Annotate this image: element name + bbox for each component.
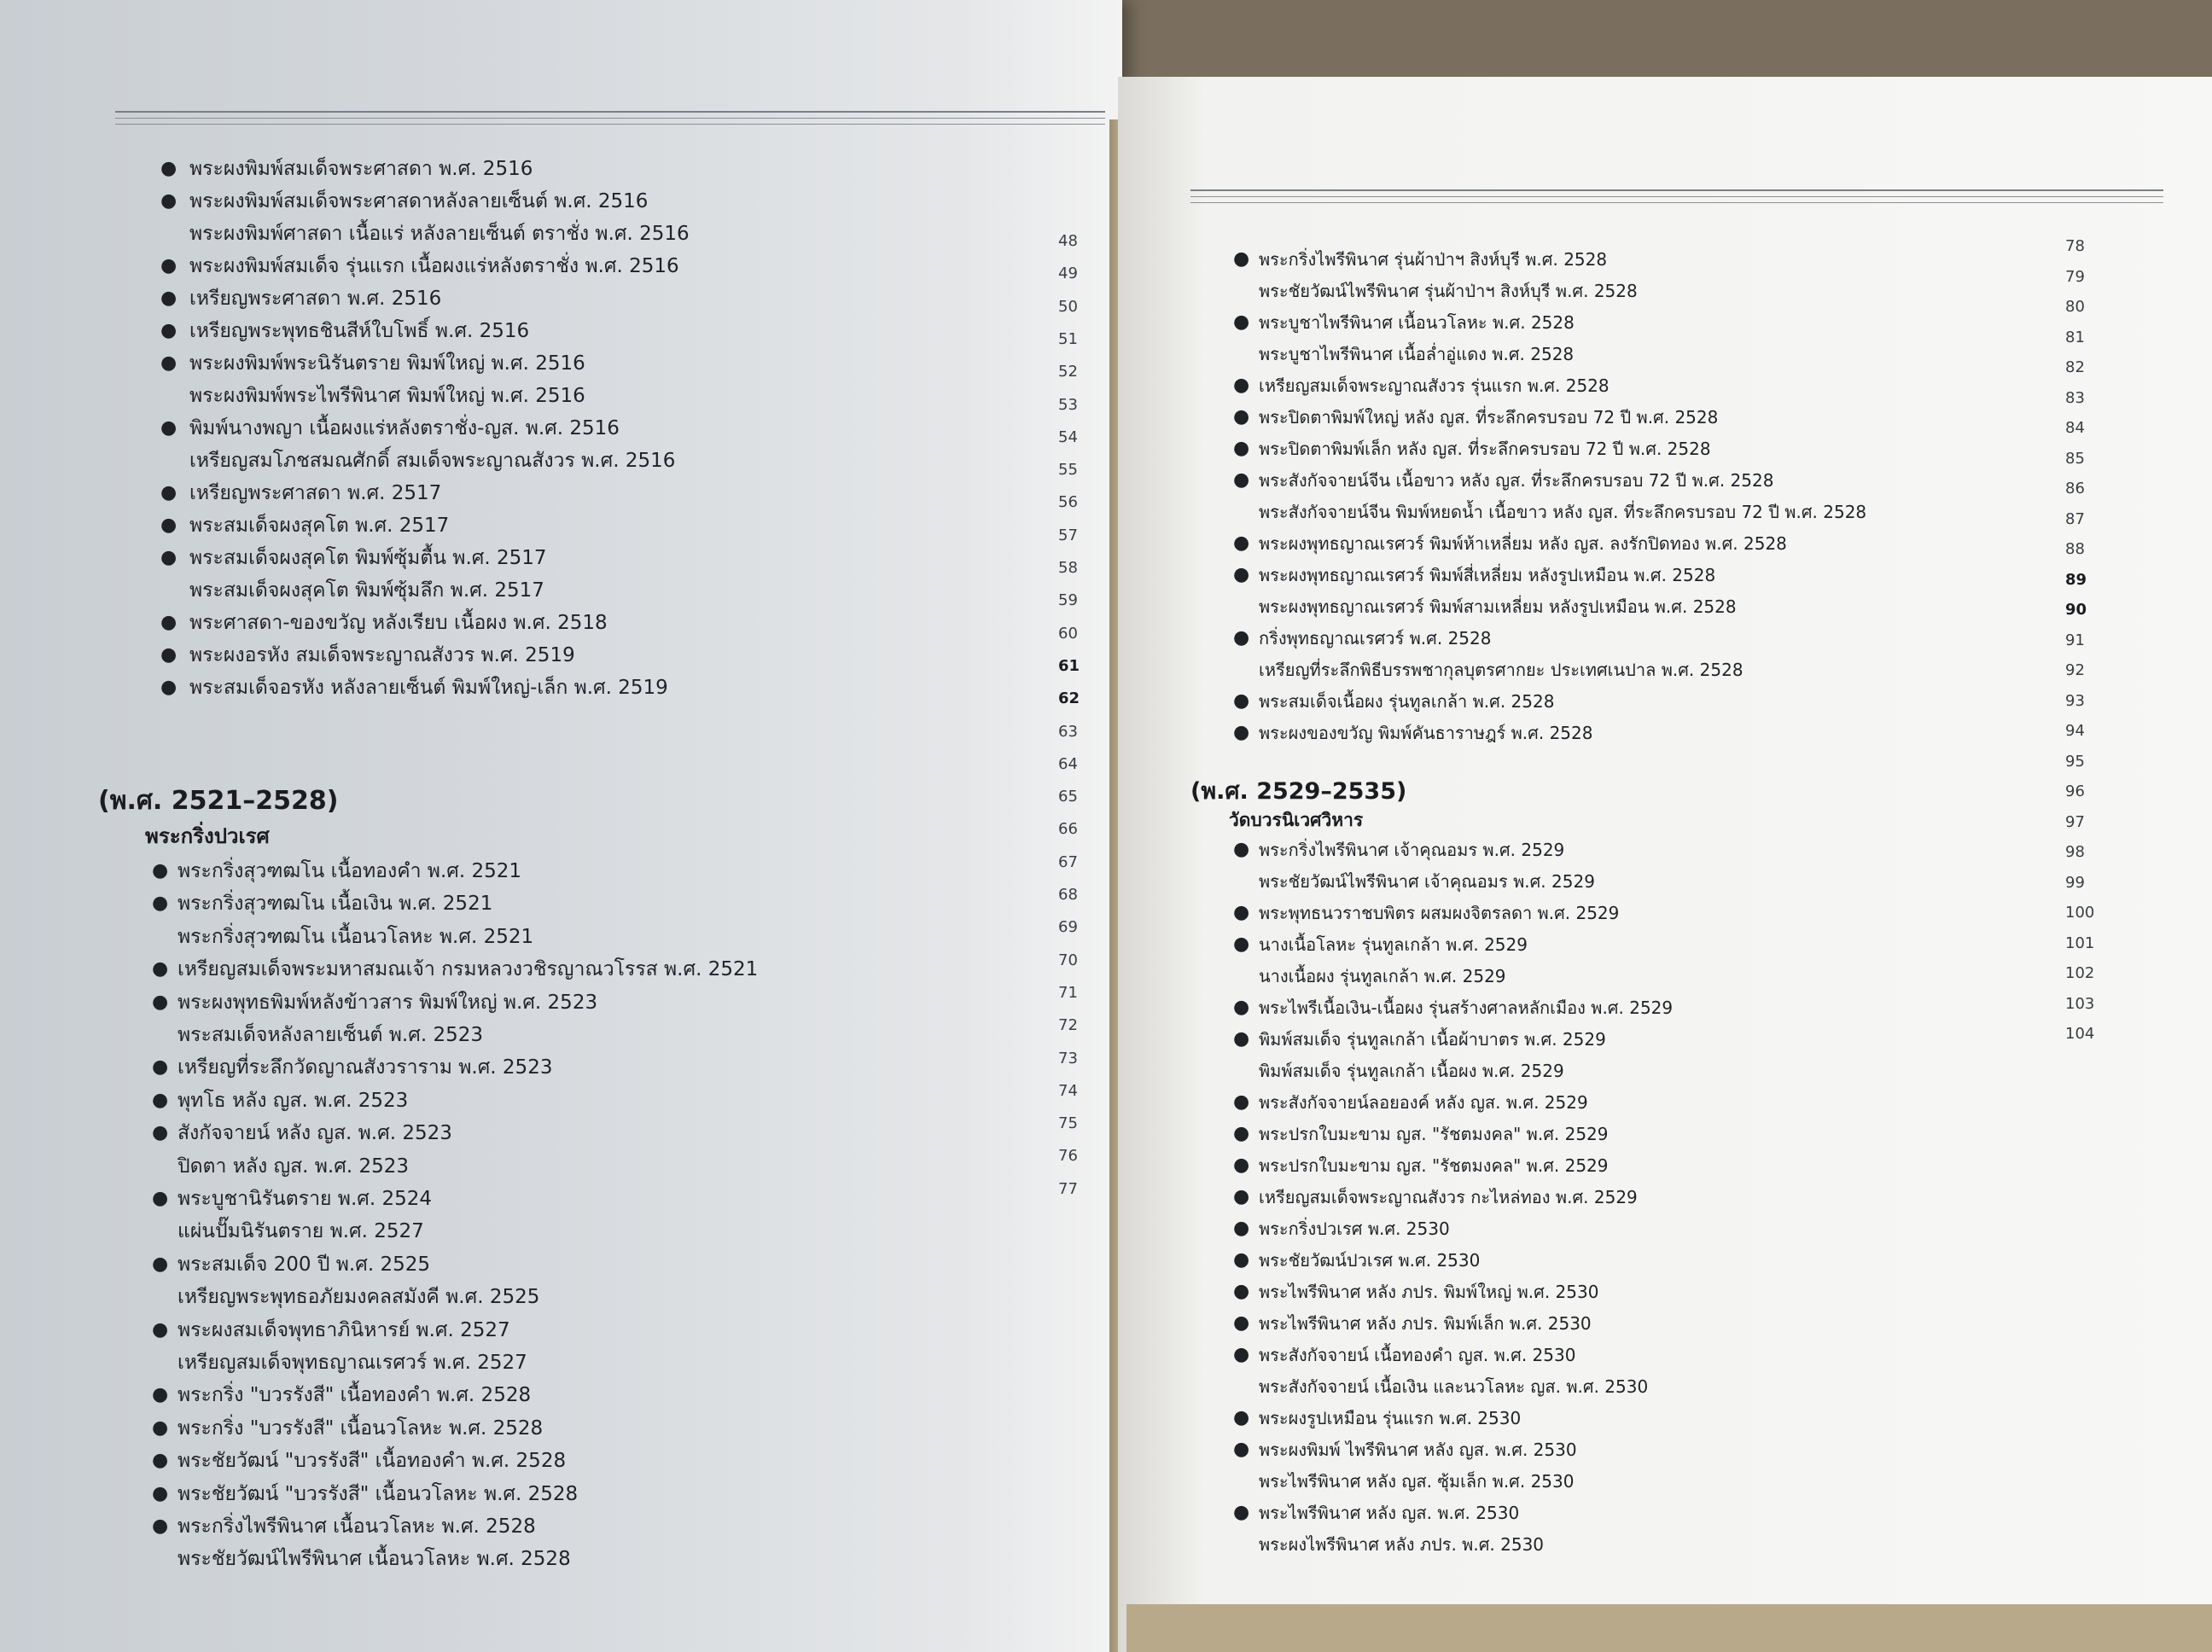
toc-entry bbox=[178, 1545, 571, 1573]
toc-entry bbox=[1233, 899, 1620, 927]
page-number: 101 bbox=[2065, 934, 2095, 952]
page-number: 51 bbox=[1058, 329, 1078, 348]
toc-entry-text: พระสมเด็จผงสุคโต พิมพ์ซุ้มตื้น พ.ศ. 2517 bbox=[189, 547, 547, 569]
page-number: 79 bbox=[2065, 267, 2085, 286]
bullet-icon: ● bbox=[160, 288, 178, 309]
toc-entry-text: แผ่นปั๊มนิรันตราย พ.ศ. 2527 bbox=[178, 1220, 424, 1243]
page-number: 68 bbox=[1058, 886, 1078, 904]
page-number: 81 bbox=[2065, 328, 2085, 346]
toc-entry bbox=[1259, 277, 1638, 305]
page-number: 88 bbox=[2065, 540, 2085, 558]
toc-entry bbox=[1233, 246, 1608, 273]
toc-entry bbox=[160, 415, 620, 442]
top-rule-thin bbox=[115, 118, 1105, 119]
toc-entry bbox=[160, 188, 649, 215]
page-number: 64 bbox=[1058, 754, 1078, 773]
top-rule-thin bbox=[1190, 196, 2163, 197]
toc-entry bbox=[178, 1349, 527, 1376]
toc-entry-text: พระกริ่ง "บวรรังสี" เนื้อนวโลหะ พ.ศ. 2528 bbox=[178, 1416, 544, 1440]
bullet-icon: ● bbox=[1233, 469, 1250, 491]
toc-entry-text: พระผงพุทธพิมพ์หลังข้าวสาร พิมพ์ใหญ่ พ.ศ. 2523 bbox=[178, 991, 598, 1014]
toc-entry-text: พระบูชานิรันตราย พ.ศ. 2524 bbox=[178, 1188, 433, 1210]
bullet-icon: ● bbox=[1233, 934, 1250, 955]
page-number: 82 bbox=[2065, 358, 2085, 376]
toc-entry bbox=[189, 447, 675, 474]
toc-entry bbox=[160, 285, 442, 312]
bullet-icon: ● bbox=[152, 1384, 169, 1406]
toc-entry-text: เหรียญที่ระลึกวัดญาณสังวราราม พ.ศ. 2523 bbox=[178, 1056, 553, 1079]
toc-entry-text: พระบูชาไพรีพินาศ เนื้อนวโลหะ พ.ศ. 2528 bbox=[1259, 312, 1575, 333]
toc-entry bbox=[152, 1120, 452, 1147]
bullet-icon: ● bbox=[1233, 532, 1250, 554]
page-number: 103 bbox=[2065, 994, 2095, 1013]
toc-entry-text: พระผงพิมพ์ศาสดา เนื้อแร่ หลังลายเซ็นต์ ตราชั่ง พ.ศ. 2516 bbox=[189, 223, 690, 245]
toc-entry-text: พระปิดตาพิมพ์เล็ก หลัง ญส. ที่ระลึกครบรอบ 72 ปี พ.ศ. 2528 bbox=[1259, 439, 1711, 459]
toc-entry-text: พระผงรูปเหมือน รุ่นแรก พ.ศ. 2530 bbox=[1259, 1408, 1522, 1428]
bullet-icon: ● bbox=[160, 612, 178, 633]
toc-entry-text: พระพุทธนวราชบพิตร ผสมผงจิตรลดา พ.ศ. 2529 bbox=[1259, 903, 1620, 923]
toc-entry bbox=[152, 1382, 532, 1409]
page-number: 99 bbox=[2065, 873, 2085, 892]
bullet-icon: ● bbox=[1233, 1439, 1250, 1460]
toc-entry-text: พระผงพุทธญาณเรศวร์ พิมพ์สี่เหลี่ยม หลังรูปเหมือน พ.ศ. 2528 bbox=[1259, 565, 1716, 585]
top-rule-thin bbox=[115, 124, 1105, 125]
page-number: 93 bbox=[2065, 691, 2085, 710]
toc-entry bbox=[178, 1153, 409, 1180]
toc-entry-text: พระสมเด็จหลังลายเซ็นต์ พ.ศ. 2523 bbox=[178, 1024, 483, 1046]
toc-entry-text: พระชัยวัฒน์ปวเรศ พ.ศ. 2530 bbox=[1259, 1250, 1481, 1271]
toc-entry-text: พระชัยวัฒน์ "บวรรังสี" เนื้อทองคำ พ.ศ. 2528 bbox=[178, 1450, 567, 1473]
toc-entry bbox=[1233, 1026, 1606, 1053]
page-number: 66 bbox=[1058, 820, 1078, 839]
toc-entry-text: พระสมเด็จผงสุคโต พิมพ์ซุ้มลึก พ.ศ. 2517 bbox=[189, 579, 544, 602]
toc-entry-text: พระผงพุทธญาณเรศวร์ พิมพ์ห้าเหลี่ยม หลัง ญส. ลงรักปิดทอง พ.ศ. 2528 bbox=[1259, 533, 1787, 554]
toc-entry bbox=[1259, 1531, 1544, 1558]
toc-entry bbox=[1233, 1152, 1609, 1179]
toc-entry bbox=[178, 1218, 424, 1245]
page-number: 75 bbox=[1058, 1114, 1078, 1133]
toc-entry bbox=[1233, 435, 1711, 462]
toc-entry-text: พระปิดตาพิมพ์ใหญ่ หลัง ญส. ที่ระลึกครบรอบ 72 ปี พ.ศ. 2528 bbox=[1259, 407, 1719, 428]
toc-entry bbox=[152, 1447, 567, 1475]
page-number: 67 bbox=[1058, 852, 1078, 871]
bullet-icon: ● bbox=[1233, 1155, 1250, 1176]
toc-entry bbox=[160, 609, 608, 637]
toc-entry bbox=[152, 858, 522, 885]
page-number: 100 bbox=[2065, 904, 2095, 922]
toc-entry-text: พระชัยวัฒน์ "บวรรังสี" เนื้อนวโลหะ พ.ศ. 2528 bbox=[178, 1482, 579, 1505]
toc-entry-text: พระสังกัจจายน์จีน เนื้อขาว หลัง ญส. ที่ระลึกครบรอบ 72 ปี พ.ศ. 2528 bbox=[1259, 470, 1774, 491]
page-number: 102 bbox=[2065, 964, 2095, 982]
page-number: 63 bbox=[1058, 722, 1078, 741]
toc-entry-text: เหรียญสมเด็จพระญาณสังวร กะไหล่ทอง พ.ศ. 2529 bbox=[1259, 1187, 1638, 1207]
toc-entry bbox=[1233, 1247, 1481, 1274]
toc-entry bbox=[1259, 1468, 1574, 1495]
page-number: 65 bbox=[1058, 788, 1078, 806]
toc-entry-text: เหรียญพระศาสดา พ.ศ. 2517 bbox=[189, 482, 442, 504]
page-number: 73 bbox=[1058, 1049, 1078, 1067]
toc-entry-text: เหรียญสมเด็จพุทธญาณเรศวร์ พ.ศ. 2527 bbox=[178, 1352, 527, 1374]
bullet-icon: ● bbox=[160, 417, 178, 439]
bullet-icon: ● bbox=[1233, 1186, 1250, 1207]
toc-entry bbox=[1259, 593, 1737, 620]
toc-entry-text: พระปรกใบมะขาม ญส. "รัชตมงคล" พ.ศ. 2529 bbox=[1259, 1124, 1609, 1144]
toc-entry-text: พระผงพุทธญาณเรศวร์ พิมพ์สามเหลี่ยม หลังรูปเหมือน พ.ศ. 2528 bbox=[1259, 596, 1737, 617]
section-heading: (พ.ศ. 2521–2528) bbox=[98, 786, 339, 816]
toc-entry bbox=[152, 1480, 579, 1508]
page-number: 86 bbox=[2065, 480, 2085, 497]
toc-entry bbox=[1259, 498, 1866, 526]
page-number: 48 bbox=[1058, 232, 1078, 250]
toc-entry bbox=[1233, 530, 1787, 557]
toc-entry-text: พระผงพิมพ์สมเด็จพระศาสดา พ.ศ. 2516 bbox=[189, 158, 533, 180]
bullet-icon: ● bbox=[152, 860, 169, 881]
page-number: 72 bbox=[1058, 1016, 1078, 1035]
bullet-icon: ● bbox=[1233, 1028, 1250, 1050]
page-number: 85 bbox=[2065, 449, 2085, 468]
toc-entry bbox=[152, 1054, 553, 1081]
toc-entry bbox=[152, 989, 598, 1016]
bullet-icon: ● bbox=[152, 1056, 169, 1079]
page-number: 56 bbox=[1058, 493, 1078, 512]
toc-entry-text: พระไพรีเนื้อเงิน-เนื้อผง รุ่นสร้างศาลหลักเมือง พ.ศ. 2529 bbox=[1259, 998, 1674, 1018]
bullet-icon: ● bbox=[160, 320, 178, 341]
bullet-icon: ● bbox=[1233, 722, 1250, 743]
bullet-icon: ● bbox=[1233, 1281, 1250, 1302]
page-number: 90 bbox=[2065, 601, 2087, 619]
toc-entry-text: พระสังกัจจายน์จีน พิมพ์หยดน้ำ เนื้อขาว หลัง ญส. ที่ระลึกครบรอบ 72 ปี พ.ศ. 2528 bbox=[1259, 502, 1867, 522]
toc-entry bbox=[1233, 404, 1719, 431]
toc-entry bbox=[1233, 719, 1593, 747]
toc-entry bbox=[1233, 467, 1774, 494]
toc-entry-text: พระสมเด็จผงสุคโต พ.ศ. 2517 bbox=[189, 515, 450, 537]
page-number: 52 bbox=[1058, 363, 1078, 381]
page-number: 96 bbox=[2065, 782, 2085, 800]
toc-entry-text: พระไพรีพินาศ หลัง ภปร. พิมพ์ใหญ่ พ.ศ. 2530 bbox=[1259, 1282, 1599, 1302]
toc-entry bbox=[152, 1317, 510, 1344]
toc-entry bbox=[160, 350, 585, 377]
page-number: 60 bbox=[1058, 624, 1078, 643]
toc-entry bbox=[1259, 656, 1743, 683]
toc-entry bbox=[160, 253, 679, 280]
bullet-icon: ● bbox=[1233, 902, 1250, 923]
bullet-icon: ● bbox=[152, 1450, 169, 1472]
bullet-icon: ● bbox=[1233, 311, 1250, 333]
toc-entry-text: พระไพรีพินาศ หลัง ญส. พ.ศ. 2530 bbox=[1259, 1503, 1520, 1523]
toc-entry bbox=[1233, 688, 1555, 715]
toc-entry-text: พระสมเด็จอรหัง หลังลายเซ็นต์ พิมพ์ใหญ่-เล็ก พ.ศ. 2519 bbox=[189, 677, 668, 699]
toc-entry-text: พระชัยวัฒน์ไพรีพินาศ รุ่นผ้าป่าฯ สิงห์บุรี พ.ศ. 2528 bbox=[1259, 281, 1638, 301]
toc-entry bbox=[1233, 1120, 1609, 1148]
toc-entry bbox=[152, 1251, 431, 1278]
toc-entry bbox=[1233, 1215, 1450, 1242]
page-number: 78 bbox=[2065, 237, 2085, 255]
page-number: 97 bbox=[2065, 812, 2085, 831]
toc-entry bbox=[160, 480, 442, 507]
section-subheading: วัดบวรนิเวศวิหาร bbox=[1229, 810, 1364, 830]
page-number: 80 bbox=[2065, 298, 2085, 316]
bullet-icon: ● bbox=[1233, 375, 1250, 396]
bullet-icon: ● bbox=[1233, 1344, 1250, 1365]
bullet-icon: ● bbox=[1233, 1091, 1250, 1113]
bullet-icon: ● bbox=[1233, 839, 1250, 860]
toc-entry bbox=[152, 1087, 409, 1114]
top-rule-thin bbox=[1190, 202, 2163, 203]
toc-entry-text: เหรียญสมเด็จพระญาณสังวร รุ่นแรก พ.ศ. 2528 bbox=[1259, 375, 1610, 396]
page-number: 53 bbox=[1058, 395, 1078, 414]
page-number: 76 bbox=[1058, 1147, 1078, 1166]
toc-entry-text: เหรียญพระพุทธชินสีห์ใบโพธิ์ พ.ศ. 2516 bbox=[189, 320, 530, 342]
bullet-icon: ● bbox=[1233, 627, 1250, 649]
bullet-icon: ● bbox=[160, 547, 178, 568]
bullet-icon: ● bbox=[160, 644, 178, 666]
toc-entry bbox=[178, 923, 533, 951]
bullet-icon: ● bbox=[152, 1416, 169, 1439]
toc-entry-text: พระกริ่งไพรีพินาศ เจ้าคุณอมร พ.ศ. 2529 bbox=[1259, 840, 1565, 860]
toc-entry bbox=[160, 155, 533, 183]
page-number: 89 bbox=[2065, 570, 2087, 589]
toc-entry bbox=[160, 642, 575, 669]
toc-entry-text: พระกริ่งสุวฑฒโน เนื้อเงิน พ.ศ. 2521 bbox=[178, 893, 493, 916]
toc-entry bbox=[178, 1283, 539, 1311]
page-number: 87 bbox=[2065, 509, 2085, 528]
toc-entry bbox=[1233, 1184, 1638, 1211]
toc-entry-text: กริ่งพุทธญาณเรศวร์ พ.ศ. 2528 bbox=[1259, 628, 1492, 649]
toc-entry bbox=[178, 1021, 483, 1049]
bullet-icon: ● bbox=[1233, 690, 1250, 712]
toc-entry bbox=[1233, 1310, 1592, 1337]
toc-entry-text: เหรียญพระพุทธอภัยมงคลสมังคี พ.ศ. 2525 bbox=[178, 1286, 540, 1309]
toc-entry bbox=[1233, 931, 1528, 958]
bullet-icon: ● bbox=[152, 1122, 169, 1144]
bullet-icon: ● bbox=[160, 482, 178, 503]
toc-entry bbox=[1233, 994, 1674, 1021]
toc-entry bbox=[1259, 340, 1574, 368]
bullet-icon: ● bbox=[152, 1188, 169, 1209]
page-number: 70 bbox=[1058, 951, 1078, 969]
top-rule bbox=[115, 111, 1105, 113]
toc-entry bbox=[1259, 1373, 1648, 1400]
toc-entry-text: เหรียญพระศาสดา พ.ศ. 2516 bbox=[189, 288, 442, 310]
toc-entry-text: นางเนื้อโลหะ รุ่นทูลเกล้า พ.ศ. 2529 bbox=[1259, 934, 1528, 955]
toc-entry bbox=[1233, 1436, 1577, 1463]
page-number: 55 bbox=[1058, 461, 1078, 480]
toc-entry bbox=[189, 382, 585, 410]
toc-entry bbox=[189, 577, 544, 604]
toc-entry-text: พระชัยวัฒน์ไพรีพินาศ เนื้อนวโลหะ พ.ศ. 2528 bbox=[178, 1548, 571, 1571]
toc-entry bbox=[1233, 836, 1565, 864]
page-number: 54 bbox=[1058, 428, 1078, 446]
bullet-icon: ● bbox=[152, 1089, 169, 1111]
page-number: 84 bbox=[2065, 419, 2085, 437]
toc-entry bbox=[160, 544, 547, 572]
bullet-icon: ● bbox=[152, 1253, 169, 1275]
toc-entry-text: พระผงพิมพ์พระนิรันตราย พิมพ์ใหญ่ พ.ศ. 2516 bbox=[189, 352, 585, 375]
toc-entry bbox=[1233, 1405, 1522, 1432]
toc-entry-text: พระปรกใบมะขาม ญส. "รัชตมงคล" พ.ศ. 2529 bbox=[1259, 1155, 1609, 1176]
toc-entry-text: นางเนื้อผง รุ่นทูลเกล้า พ.ศ. 2529 bbox=[1259, 966, 1506, 986]
toc-entry bbox=[1233, 625, 1492, 652]
bullet-icon: ● bbox=[1233, 997, 1250, 1018]
toc-entry-text: พิมพ์สมเด็จ รุ่นทูลเกล้า เนื้อผ้าบาตร พ.ศ. 2529 bbox=[1259, 1029, 1606, 1050]
toc-entry bbox=[1233, 309, 1575, 336]
page-number: 77 bbox=[1058, 1179, 1078, 1198]
page-number: 74 bbox=[1058, 1081, 1078, 1100]
bullet-icon: ● bbox=[1233, 1407, 1250, 1428]
page-number: 91 bbox=[2065, 631, 2085, 649]
bullet-icon: ● bbox=[160, 515, 178, 536]
section-heading: (พ.ศ. 2529–2535) bbox=[1190, 778, 1407, 805]
toc-entry-text: พระสังกัจจายน์ เนื้อเงิน และนวโลหะ ญส. พ.ศ. 2530 bbox=[1259, 1376, 1649, 1397]
toc-entry bbox=[1233, 1278, 1599, 1306]
toc-entry bbox=[160, 674, 668, 701]
toc-entry-text: พระสังกัจจายน์ เนื้อทองคำ ญส. พ.ศ. 2530 bbox=[1259, 1345, 1576, 1365]
toc-entry bbox=[152, 1513, 536, 1540]
toc-entry-text: พระกริ่งไพรีพินาศ เนื้อนวโลหะ พ.ศ. 2528 bbox=[178, 1515, 536, 1538]
page-number: 71 bbox=[1058, 983, 1078, 1002]
toc-entry-text: สังกัจจายน์ หลัง ญส. พ.ศ. 2523 bbox=[178, 1122, 452, 1145]
page-number: 61 bbox=[1058, 656, 1080, 675]
page-number: 57 bbox=[1058, 526, 1078, 544]
bullet-icon: ● bbox=[160, 352, 178, 374]
toc-entry-text: พระบูชาไพรีพินาศ เนื้อล่ำอู่แดง พ.ศ. 2528 bbox=[1259, 344, 1575, 364]
toc-entry bbox=[152, 1185, 433, 1213]
toc-entry-text: พระชัยวัฒน์ไพรีพินาศ เจ้าคุณอมร พ.ศ. 2529 bbox=[1259, 871, 1595, 892]
toc-entry-text: พระศาสดา-ของขวัญ หลังเรียบ เนื้อผง พ.ศ. 2518 bbox=[189, 612, 608, 634]
toc-entry-text: พระผงพิมพ์สมเด็จพระศาสดาหลังลายเซ็นต์ พ.ศ. 2516 bbox=[189, 190, 649, 212]
bullet-icon: ● bbox=[1233, 1218, 1250, 1239]
bullet-icon: ● bbox=[152, 1318, 169, 1341]
toc-entry-text: พระกริ่งไพรีพินาศ รุ่นผ้าป่าฯ สิงห์บุรี พ.ศ. 2528 bbox=[1259, 249, 1608, 270]
page-number: 62 bbox=[1058, 689, 1080, 708]
bullet-icon: ● bbox=[152, 991, 169, 1013]
bullet-icon: ● bbox=[1233, 564, 1250, 585]
bullet-icon: ● bbox=[160, 255, 178, 276]
toc-entry bbox=[160, 317, 530, 345]
toc-entry bbox=[160, 512, 450, 539]
page-number: 104 bbox=[2065, 1025, 2095, 1043]
page-number: 95 bbox=[2065, 752, 2085, 771]
toc-entry bbox=[1233, 561, 1716, 589]
toc-entry-text: เหรียญสมโภชสมณศักดิ์ สมเด็จพระญาณสังวร พ.ศ. 2516 bbox=[189, 450, 676, 472]
toc-entry bbox=[1233, 1499, 1520, 1527]
bullet-icon: ● bbox=[160, 158, 178, 179]
toc-entry-text: พระผงสมเด็จพุทธาภินิหารย์ พ.ศ. 2527 bbox=[178, 1318, 510, 1341]
toc-entry-text: เหรียญสมเด็จพระมหาสมณเจ้า กรมหลวงวชิรญาณวโรรส พ.ศ. 2521 bbox=[178, 958, 759, 981]
page-number: 69 bbox=[1058, 918, 1078, 937]
toc-entry bbox=[1233, 1341, 1576, 1369]
toc-entry bbox=[1233, 372, 1610, 399]
bullet-icon: ● bbox=[152, 1515, 169, 1537]
bullet-icon: ● bbox=[160, 677, 178, 698]
toc-entry-text: พระผงพิมพ์พระไพรีพินาศ พิมพ์ใหญ่ พ.ศ. 2516 bbox=[189, 385, 585, 407]
page-number: 83 bbox=[2065, 388, 2085, 407]
toc-entry-text: พิมพ์นางพญา เนื้อผงแร่หลังตราชั่ง-ญส. พ.ศ. 2516 bbox=[189, 417, 620, 439]
bullet-icon: ● bbox=[160, 190, 178, 212]
toc-entry bbox=[152, 890, 493, 917]
bullet-icon: ● bbox=[152, 1482, 169, 1504]
toc-entry-text: ปิดตา หลัง ญส. พ.ศ. 2523 bbox=[178, 1155, 409, 1178]
right-page bbox=[1118, 77, 2212, 1652]
page-number: 98 bbox=[2065, 843, 2085, 861]
toc-entry-text: พระผงพิมพ์ ไพรีพินาศ หลัง ญส. พ.ศ. 2530 bbox=[1259, 1440, 1577, 1460]
page-number: 94 bbox=[2065, 722, 2085, 740]
page-number: 58 bbox=[1058, 559, 1078, 577]
toc-entry-text: พระผงของขวัญ พิมพ์คันธาราษฎร์ พ.ศ. 2528 bbox=[1259, 723, 1593, 743]
bullet-icon: ● bbox=[1233, 1123, 1250, 1144]
toc-entry bbox=[152, 1415, 544, 1442]
toc-entry bbox=[189, 220, 690, 247]
toc-entry bbox=[1259, 1057, 1564, 1085]
toc-entry-text: พระสมเด็จเนื้อผง รุ่นทูลเกล้า พ.ศ. 2528 bbox=[1259, 691, 1555, 712]
toc-entry bbox=[1259, 963, 1506, 990]
toc-entry bbox=[1259, 868, 1595, 895]
toc-entry-text: พิมพ์สมเด็จ รุ่นทูลเกล้า เนื้อผง พ.ศ. 2529 bbox=[1259, 1061, 1564, 1081]
toc-entry-text: พระกริ่ง "บวรรังสี" เนื้อทองคำ พ.ศ. 2528 bbox=[178, 1384, 532, 1407]
bullet-icon: ● bbox=[152, 893, 169, 915]
page-number: 49 bbox=[1058, 265, 1078, 283]
toc-entry-text: พุทโธ หลัง ญส. พ.ศ. 2523 bbox=[178, 1089, 409, 1112]
toc-entry-text: พระไพรีพินาศ หลัง ภปร. พิมพ์เล็ก พ.ศ. 2530 bbox=[1259, 1313, 1592, 1334]
toc-entry-text: พระผงพิมพ์สมเด็จ รุ่นแรก เนื้อผงแร่หลังตราชั่ง พ.ศ. 2516 bbox=[189, 255, 679, 277]
bullet-icon: ● bbox=[1233, 1312, 1250, 1334]
toc-entry-text: พระผงอรหัง สมเด็จพระญาณสังวร พ.ศ. 2519 bbox=[189, 644, 575, 666]
toc-entry bbox=[152, 956, 759, 983]
toc-entry-text: พระผงไพรีพินาศ หลัง ภปร. พ.ศ. 2530 bbox=[1259, 1534, 1545, 1555]
page-number: 59 bbox=[1058, 591, 1078, 610]
bullet-icon: ● bbox=[1233, 1249, 1250, 1271]
toc-entry-text: พระกริ่งสุวฑฒโน เนื้อนวโลหะ พ.ศ. 2521 bbox=[178, 925, 534, 948]
toc-entry-text: พระสมเด็จ 200 ปี พ.ศ. 2525 bbox=[178, 1253, 431, 1276]
toc-entry-text: พระสังกัจจายน์ลอยองค์ หลัง ญส. พ.ศ. 2529 bbox=[1259, 1092, 1588, 1113]
bullet-icon: ● bbox=[1233, 1502, 1250, 1523]
bullet-icon: ● bbox=[1233, 406, 1250, 428]
toc-entry-text: พระกริ่งปวเรศ พ.ศ. 2530 bbox=[1259, 1219, 1450, 1239]
toc-entry-text: พระไพรีพินาศ หลัง ญส. ซุ้มเล็ก พ.ศ. 2530 bbox=[1259, 1471, 1575, 1492]
page-number: 50 bbox=[1058, 297, 1078, 316]
top-rule bbox=[1190, 189, 2163, 191]
book-edge bbox=[1126, 1604, 2212, 1652]
bullet-icon: ● bbox=[1233, 248, 1250, 270]
bullet-icon: ● bbox=[1233, 438, 1250, 459]
section-subheading: พระกริ่งปวเรศ bbox=[145, 824, 270, 848]
toc-entry-text: เหรียญที่ระลึกพิธีบรรพชากุลบุตรศากยะ ประเทศเนปาล พ.ศ. 2528 bbox=[1259, 660, 1743, 680]
bullet-icon: ● bbox=[152, 958, 169, 980]
toc-entry-text: พระกริ่งสุวฑฒโน เนื้อทองคำ พ.ศ. 2521 bbox=[178, 860, 522, 882]
page-number: 92 bbox=[2065, 661, 2085, 679]
toc-entry bbox=[1233, 1089, 1588, 1116]
